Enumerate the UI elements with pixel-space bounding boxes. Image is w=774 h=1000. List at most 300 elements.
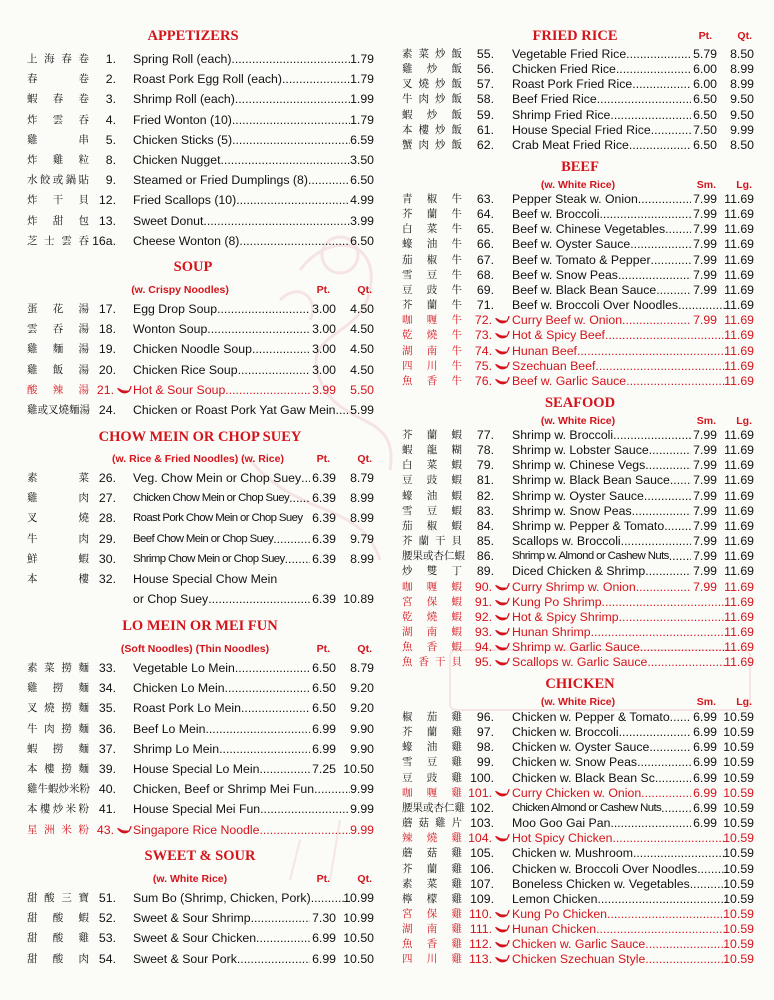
dot-leader (595, 359, 727, 374)
chinese-name: 叉 燒 (27, 512, 89, 525)
menu-item-row[interactable] (390, 473, 774, 488)
item-number: 2. (105, 72, 116, 87)
item-name (512, 640, 727, 655)
menu-item-row[interactable] (0, 491, 386, 506)
chinese-name: 雞 飯 湯 (27, 363, 89, 376)
chinese-name: 魚 香 干 貝 (402, 656, 462, 669)
chili-pepper-icon (494, 924, 510, 934)
item-number: 101. (468, 785, 492, 800)
item-name (133, 153, 350, 168)
item-number: 36. (98, 721, 116, 736)
menu-item-row[interactable] (390, 595, 774, 610)
menu-item-row[interactable] (390, 237, 774, 252)
section-title-chicken: CHICKEN (545, 676, 615, 692)
item-name (512, 108, 691, 123)
menu-item-row[interactable] (390, 192, 774, 207)
item-name-text: Hot Spicy Chicken (512, 831, 613, 846)
item-number: 56. (476, 62, 494, 77)
item-name (512, 519, 691, 534)
menu-item-row[interactable] (0, 383, 386, 398)
item-name-text: Shrimp w. Broccoli (512, 428, 614, 442)
menu-item-row[interactable] (390, 937, 774, 952)
price-large: 11.69 (724, 534, 754, 549)
menu-item-row[interactable] (390, 313, 774, 328)
item-number: 86. (476, 549, 494, 564)
chili-pepper-icon (494, 612, 510, 622)
item-name-text: Chicken Chow Mein or Chop Suey (133, 492, 290, 505)
price-small: 3.00 (312, 342, 336, 357)
item-number: 112. (468, 937, 492, 952)
item-number: 24. (98, 403, 116, 417)
price-large: 11.69 (724, 458, 754, 473)
price-large: 1.99 (350, 92, 374, 107)
menu-item-row[interactable] (390, 892, 774, 907)
item-name-text: Roast Pork Chow Mein or Chop Suey (133, 512, 303, 525)
menu-item-row[interactable] (390, 328, 774, 343)
menu-item-row[interactable] (390, 740, 774, 755)
price-large: 10.59 (723, 861, 754, 876)
chinese-name: 甜 酸 三 寶 (27, 892, 89, 904)
menu-item-row[interactable] (0, 511, 386, 526)
chinese-name: 上 海 春 卷 (27, 53, 89, 65)
menu-item-row[interactable] (0, 302, 386, 317)
item-name (133, 701, 310, 716)
item-number: 34. (98, 681, 116, 696)
menu-item-row[interactable] (0, 72, 386, 87)
chinese-name: 芥 蘭 牛 (402, 299, 462, 312)
menu-item-row[interactable] (390, 771, 774, 786)
item-number: 32. (98, 572, 116, 586)
item-name-text: Spring Roll (each) (133, 52, 232, 66)
chinese-name: 湖 南 雞 (402, 923, 462, 936)
menu-item-row[interactable] (390, 47, 774, 62)
column-header-pt: Pt. (316, 453, 330, 465)
item-name-text: Beef Lo Mein (133, 721, 206, 736)
menu-item-row[interactable] (0, 214, 386, 229)
item-number: 105. (470, 846, 494, 861)
item-number: 107. (470, 876, 494, 891)
item-number: 35. (98, 701, 116, 716)
item-number: 26. (98, 471, 116, 485)
item-name-text: Chicken w. Broccoli (512, 725, 619, 740)
chinese-name: 腰 果 或 杏 仁 蝦 (402, 550, 465, 563)
menu-item-row[interactable] (390, 92, 774, 107)
menu-item-row[interactable] (390, 801, 774, 816)
price-small: 6.99 (312, 741, 336, 756)
item-name-text: Shrimp w. Lobster Sauce (512, 443, 649, 458)
item-number: 17. (98, 302, 116, 316)
item-name-text: Sweet Donut (133, 213, 204, 228)
menu-item-row[interactable] (390, 907, 774, 922)
item-name (133, 234, 350, 249)
price-large: 9.90 (350, 741, 374, 756)
menu-item-row[interactable] (0, 701, 386, 716)
item-name-text: Cheese Wonton (8) (133, 233, 240, 248)
menu-item-row[interactable] (0, 52, 386, 67)
item-name (133, 403, 350, 418)
item-name (512, 755, 691, 770)
price-large: 3.99 (350, 213, 374, 228)
price-large: 9.99 (350, 782, 374, 797)
menu-item-row[interactable] (390, 504, 774, 519)
price-small: 6.99 (312, 931, 336, 946)
chinese-name: 雪 豆 牛 (402, 268, 462, 281)
item-name-text: Szechuan Beef (512, 358, 596, 373)
menu-item-row[interactable] (0, 661, 386, 676)
price-large: 10.59 (723, 816, 754, 831)
chinese-name: 湖 南 蝦 (402, 625, 462, 638)
price-large: 8.99 (730, 62, 754, 77)
item-number: 21. (96, 382, 114, 397)
chinese-name: 蟹 肉 炒 飯 (402, 138, 462, 151)
menu-item-row[interactable] (390, 846, 774, 861)
menu-item-row[interactable] (390, 952, 774, 967)
price-large: 10.59 (723, 785, 754, 800)
item-number: 64. (476, 207, 494, 222)
chinese-name: 乾 燒 牛 (402, 329, 462, 342)
item-name (133, 511, 310, 526)
item-name (133, 931, 310, 946)
menu-item-row[interactable] (390, 108, 774, 123)
price-large: 9.99 (350, 822, 374, 837)
menu-item-row[interactable] (390, 428, 774, 443)
item-number: 51. (98, 891, 116, 905)
item-name (133, 782, 350, 797)
section-subtitle-chicken: (w. White Rice) (540, 696, 616, 708)
menu-item-row[interactable] (0, 153, 386, 168)
item-name (512, 816, 691, 831)
item-name (133, 52, 350, 67)
menu-item-row[interactable] (390, 489, 774, 504)
menu-item-row[interactable] (0, 823, 386, 838)
menu-item-row[interactable] (390, 443, 774, 458)
menu-item-row[interactable] (390, 816, 774, 831)
item-number: 5. (105, 132, 116, 147)
menu-item-row[interactable] (0, 762, 386, 777)
price-small: 7.99 (693, 518, 717, 533)
item-name-text: Hunan Beef (512, 343, 577, 358)
chinese-name: 乾 燒 蝦 (402, 610, 462, 623)
item-name-text: Beef w. Broccoli (512, 207, 600, 222)
chinese-name: 炸 干 貝 (27, 194, 89, 207)
chinese-name: 腰 果 或 杏 仁 雞 (402, 801, 465, 814)
menu-item-row[interactable] (0, 532, 386, 547)
menu-item-row[interactable] (0, 742, 386, 757)
item-name-text: Egg Drop Soup (133, 302, 218, 316)
menu-item-row[interactable] (390, 610, 774, 625)
item-number: 65. (476, 222, 494, 237)
item-number: 90. (474, 579, 492, 594)
menu-item-row[interactable] (390, 564, 774, 579)
price-small: 6.50 (693, 107, 717, 122)
menu-item-row[interactable] (0, 931, 386, 946)
item-number: 89. (476, 564, 494, 579)
item-number: 71. (476, 298, 494, 313)
menu-item-row[interactable] (0, 363, 386, 378)
chinese-name: 魚 香 雞 (402, 938, 462, 951)
item-name-text: Scallops w. Broccoli (512, 534, 621, 549)
menu-item-row[interactable] (390, 123, 774, 138)
item-name (133, 471, 310, 486)
menu-item-row[interactable] (0, 552, 386, 567)
section-title-soup: SOUP (173, 259, 213, 275)
item-number: 111. (469, 922, 492, 937)
chinese-name: 椒 茄 雞 (402, 711, 462, 723)
menu-item-row[interactable] (390, 655, 774, 670)
item-number: 110. (468, 906, 492, 921)
item-number: 41. (98, 802, 116, 817)
chinese-name: 炒 雙 丁 (402, 565, 462, 578)
item-name (512, 237, 691, 252)
price-large: 1.79 (350, 112, 374, 127)
price-large: 10.99 (343, 911, 374, 926)
item-name-text: Chicken w. Black Bean Sc. (512, 770, 659, 785)
item-name (512, 359, 727, 374)
column-header-sm: Sm. (696, 415, 716, 427)
menu-item-row[interactable] (390, 710, 774, 725)
item-name (512, 595, 727, 610)
item-name-text: Fried Scallops (10) (133, 193, 237, 208)
item-number: 29. (98, 531, 116, 546)
price-large: 10.59 (723, 800, 754, 815)
menu-item-row[interactable] (390, 298, 774, 313)
menu-item-row[interactable] (390, 222, 774, 237)
chinese-name: 叉 燒 撈 麵 (27, 702, 89, 715)
item-number: 109. (470, 891, 494, 906)
menu-item-row[interactable] (390, 877, 774, 892)
chinese-name: 芥 蘭 蝦 (402, 429, 462, 441)
menu-item-row[interactable] (0, 572, 386, 587)
dot-leader (208, 592, 310, 607)
item-name (512, 580, 691, 595)
chinese-name: 牛 肉 (27, 532, 89, 545)
item-name (512, 283, 691, 298)
chili-pepper-icon (494, 376, 510, 386)
item-name-text: Hot & Sour Soup (133, 382, 226, 397)
price-large: 4.50 (350, 302, 374, 316)
menu-item-row[interactable] (390, 268, 774, 283)
price-small: 3.00 (312, 362, 336, 377)
item-number: 82. (476, 488, 494, 503)
chinese-name: 雞 撈 麵 (27, 682, 89, 695)
item-number: 57. (476, 77, 494, 92)
menu-item-row[interactable] (0, 782, 386, 797)
menu-item-row[interactable] (390, 138, 774, 153)
item-number: 8. (105, 153, 116, 167)
item-name-text: Chicken Nugget (133, 153, 221, 167)
menu-item-row[interactable] (0, 173, 386, 188)
price-large: 6.50 (350, 173, 374, 188)
item-name (133, 133, 350, 148)
menu-item-row[interactable] (390, 207, 774, 222)
chinese-name: 雞 炒 飯 (402, 63, 462, 76)
item-name (512, 313, 691, 328)
price-small: 3.00 (312, 322, 336, 337)
chinese-name: 本 樓 撈 麵 (27, 763, 89, 775)
item-name-text: Pepper Steak w. Onion (512, 192, 638, 206)
menu-item-row[interactable] (0, 193, 386, 208)
item-number: 28. (98, 511, 116, 526)
price-large: 1.79 (350, 72, 374, 87)
menu-item-row[interactable] (0, 113, 386, 128)
column-header-qt: Qt. (737, 30, 752, 42)
chinese-name: 雪 豆 蝦 (402, 504, 462, 517)
item-number: 19. (98, 342, 116, 357)
price-large: 9.99 (350, 802, 374, 817)
menu-item-row[interactable] (390, 62, 774, 77)
menu-item-row[interactable] (390, 580, 774, 595)
price-small: 3.00 (312, 302, 336, 316)
column-header-pt: Pt. (698, 30, 712, 42)
menu-item-row[interactable] (390, 862, 774, 877)
item-name (512, 428, 691, 443)
menu-item-row[interactable] (0, 403, 386, 418)
chinese-name: 雲 吞 湯 (27, 323, 89, 336)
menu-item-row[interactable] (390, 922, 774, 937)
price-small: 6.39 (312, 592, 336, 607)
menu-item-row[interactable] (390, 640, 774, 655)
price-large: 9.90 (350, 721, 374, 736)
item-name (512, 725, 691, 740)
menu-item-row[interactable] (0, 592, 386, 607)
price-large: 10.59 (723, 922, 754, 937)
menu-item-row[interactable] (390, 725, 774, 740)
item-name-text: Beef w. Chinese Vegetables (512, 222, 666, 237)
item-name (133, 681, 310, 696)
menu-item-row[interactable] (0, 234, 386, 249)
item-name-text: Shrimp w. Snow Peas (512, 503, 632, 518)
price-small: 6.50 (312, 681, 336, 696)
menu-item-row[interactable] (0, 722, 386, 737)
item-name-text: Beef w. Snow Peas (512, 267, 618, 282)
menu-item-row[interactable] (390, 534, 774, 549)
section-title-beef: BEEF (561, 159, 599, 175)
menu-item-row[interactable] (390, 549, 774, 564)
price-small: 7.99 (693, 313, 717, 328)
item-number: 83. (476, 503, 494, 518)
item-number: 27. (98, 491, 116, 506)
item-name (133, 572, 350, 587)
item-number: 78. (476, 443, 494, 458)
chinese-name: 豆 豉 雞 (402, 771, 462, 784)
menu-item-row[interactable] (390, 625, 774, 640)
column-header-qt: Qt. (357, 643, 372, 655)
item-name (512, 222, 691, 237)
chinese-name: 芥 蘭 干 貝 (402, 535, 462, 548)
menu-item-row[interactable] (390, 344, 774, 359)
price-large: 9.20 (350, 701, 374, 716)
menu-item-row[interactable] (0, 342, 386, 357)
item-name-text: Shrimp Roll (each) (133, 92, 235, 107)
item-name-text: Beef w. Black Bean Sauce (512, 282, 657, 297)
price-large: 5.50 (350, 382, 374, 397)
menu-item-row[interactable] (0, 891, 386, 906)
price-small: 6.39 (312, 491, 336, 506)
price-small: 6.50 (312, 701, 336, 716)
price-small: 3.99 (312, 382, 336, 397)
item-name (133, 762, 310, 777)
price-small: 6.00 (693, 77, 717, 92)
menu-item-row[interactable] (390, 359, 774, 374)
chili-pepper-icon (494, 361, 510, 371)
item-number: 113. (468, 952, 492, 967)
item-name-text: Veg. Chow Mein or Chop Suey (133, 471, 302, 485)
item-name (512, 92, 691, 107)
menu-item-row[interactable] (0, 133, 386, 148)
item-name (512, 771, 691, 786)
price-small: 7.30 (312, 911, 336, 926)
item-number: 74. (474, 343, 492, 358)
menu-item-row[interactable] (0, 911, 386, 926)
item-name-text: Kung Po Chicken (512, 906, 608, 921)
menu-item-row[interactable] (390, 755, 774, 770)
menu-item-row[interactable] (390, 458, 774, 473)
item-name-text: Chicken w. Pepper & Tomato (512, 710, 670, 724)
menu-item-row[interactable] (390, 77, 774, 92)
dot-leader (203, 214, 350, 229)
item-name (512, 504, 691, 519)
menu-item-row[interactable] (390, 786, 774, 801)
item-name (512, 831, 727, 846)
price-large: 9.50 (730, 107, 754, 122)
menu-item-row[interactable] (390, 374, 774, 389)
price-large: 11.69 (724, 564, 754, 579)
item-name-text: Vegetable Fried Rice (512, 47, 627, 61)
menu-item-row[interactable] (0, 952, 386, 967)
menu-item-row[interactable] (0, 92, 386, 107)
menu-item-row[interactable] (0, 322, 386, 337)
price-small: 6.99 (312, 721, 336, 736)
column-header-sm: Sm. (696, 179, 716, 191)
item-name (133, 742, 310, 757)
menu-item-row[interactable] (390, 253, 774, 268)
item-number: 12. (98, 193, 116, 208)
item-name-text: Moo Goo Gai Pan (512, 816, 611, 831)
chinese-name: 芥 蘭 牛 (402, 208, 462, 221)
menu-item-row[interactable] (390, 519, 774, 534)
menu-item-row[interactable] (0, 802, 386, 817)
item-name (133, 72, 350, 87)
item-number: 68. (476, 267, 494, 282)
chinese-name: 湖 南 牛 (402, 344, 462, 357)
price-large: 11.69 (724, 343, 754, 358)
item-number: 54. (98, 951, 116, 966)
item-name (512, 123, 691, 138)
menu-item-row[interactable] (0, 471, 386, 486)
price-large: 8.99 (730, 77, 754, 92)
chinese-name: 蝦 龍 糊 (402, 444, 462, 457)
item-name (512, 253, 691, 268)
chinese-name: 豆 豉 蝦 (402, 474, 462, 487)
item-number: 98. (476, 740, 494, 755)
item-name-text: Shrimp w. Oyster Sauce (512, 488, 644, 503)
chinese-name: 春 卷 (27, 73, 89, 86)
item-number: 104. (468, 831, 492, 846)
price-large: 11.69 (724, 594, 754, 609)
item-name-text: Roast Pork Egg Roll (each) (133, 72, 282, 87)
menu-item-row[interactable] (390, 831, 774, 846)
price-large: 10.59 (723, 952, 754, 967)
section-subtitle-beef: (w. White Rice) (540, 179, 616, 191)
menu-item-row[interactable] (390, 283, 774, 298)
chinese-name: 雞 或 叉 燒 麵 湯 (27, 404, 90, 416)
item-name (133, 383, 310, 398)
dot-leader (597, 892, 727, 907)
item-name-text: Shrimp w. Black Bean Sauce (512, 473, 670, 488)
menu-item-row[interactable] (0, 681, 386, 696)
price-large: 9.50 (730, 92, 754, 107)
chinese-name: 雞 麵 湯 (27, 343, 89, 356)
